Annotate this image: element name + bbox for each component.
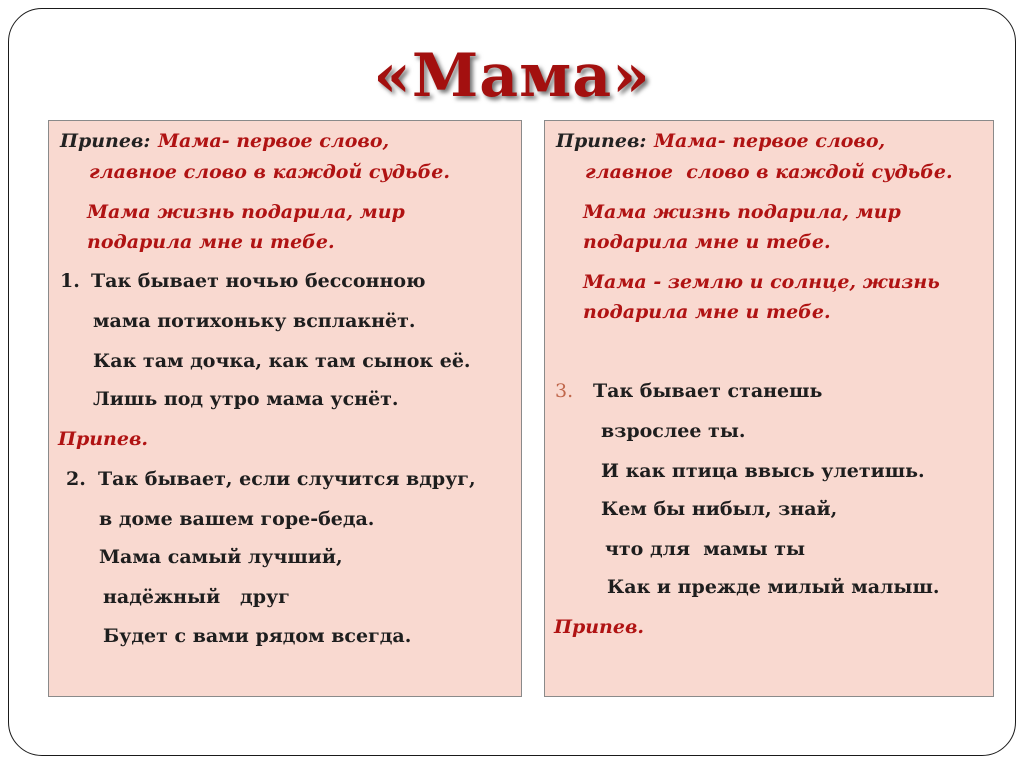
verse-number: 3. [555, 380, 574, 402]
verse-line: Кем бы нибыл, знай, [601, 498, 838, 520]
verse-number: 1. [60, 270, 80, 292]
verse-number: 2. [66, 468, 86, 490]
verse-line: взрослее ты. [601, 420, 746, 442]
verse-line: Как и прежде милый малыш. [607, 576, 940, 598]
chorus-line: Мама жизнь подарила, мир [583, 201, 901, 223]
verse-line: мама потихоньку всплакнёт. [93, 310, 416, 332]
chorus-line: главное слово в каждой судьбе. [89, 161, 451, 183]
verse-line: И как птица ввысь улетишь. [601, 460, 925, 482]
right-lyrics-panel [544, 120, 994, 697]
chorus-line: подарила мне и тебе. [583, 301, 831, 323]
verse-line: Мама самый лучший, [99, 546, 343, 568]
chorus-label: Припев: [60, 130, 151, 152]
slide-title: «Мама» [373, 41, 651, 111]
chorus-line: подарила мне и тебе. [583, 231, 831, 253]
verse-line: Как там дочка, как там сынок её. [93, 350, 471, 372]
chorus-reference: Припев. [58, 428, 149, 450]
verse-line: Так бывает станешь [593, 380, 823, 402]
verse-line: Так бывает ночью бессонною [91, 270, 426, 292]
chorus-line: Мама - землю и солнце, жизнь [583, 271, 940, 293]
verse-line: что для мамы ты [605, 538, 806, 560]
verse-line: Будет с вами рядом всегда. [103, 625, 412, 647]
chorus-line: Мама жизнь подарила, мир [87, 201, 405, 223]
chorus-line: Мама- первое слово, [158, 130, 390, 152]
verse-line: Лишь под утро мама уснёт. [93, 388, 399, 410]
chorus-line: подарила мне и тебе. [87, 231, 335, 253]
chorus-reference: Припев. [554, 616, 645, 638]
verse-line: надёжный друг [103, 586, 290, 608]
chorus-line: главное слово в каждой судьбе. [585, 161, 953, 183]
verse-line: в доме вашем горе-беда. [99, 508, 375, 530]
chorus-label: Припев: [556, 130, 647, 152]
verse-line: Так бывает, если случится вдруг, [98, 468, 476, 490]
left-lyrics-panel [48, 120, 522, 697]
chorus-line: Мама- первое слово, [654, 130, 886, 152]
